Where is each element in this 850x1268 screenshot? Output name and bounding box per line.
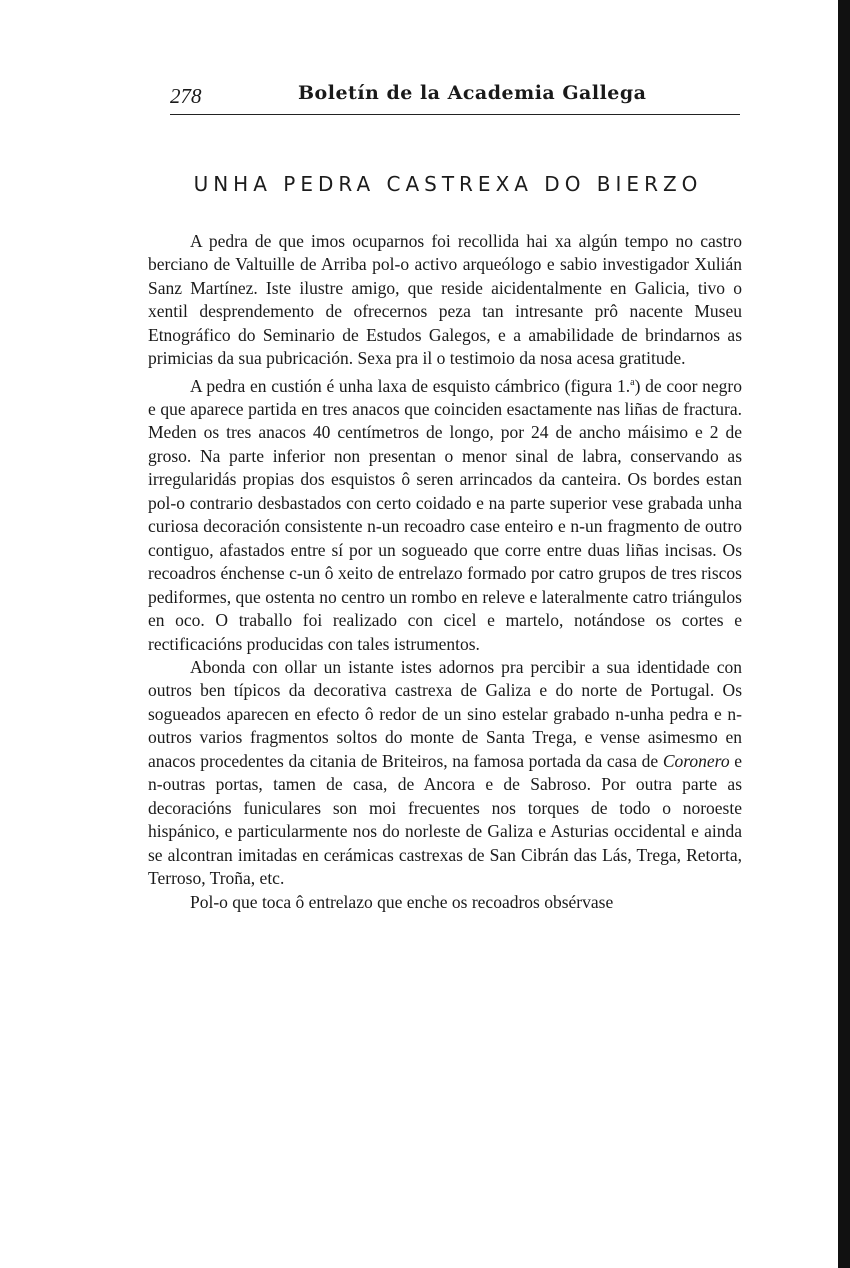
paragraph-3 [148,656,742,891]
paragraph-1: A pedra de que imos ocuparnos foi recollida hai xa algún tempo no castro berciano de Valtuille de Arriba pol-o activo arqueólogo e sabio investigador Xulián Sanz Martínez. Iste ilustre amigo, que reside aicidentalmente en Galicia, tivo o xentil desprendemento de ofrecernos peza tan intresante prô nacente Museu Etnográfico do Seminario de Estudos Galegos, e a amabilidade de brindarnos as primicias da sua pubricación. Sexa pra il o testimoio da nosa acesa gratitude. [148,231,742,369]
paragraph-4: Pol-o que toca ô entrelazo que enche os recoadros obsérvase [190,891,614,912]
running-title: Boletín de la Academia Gallega [298,82,647,104]
article-body [148,230,742,914]
paragraph-2-text-b: ) de coor negro e que aparece partida en tres anacos que coinciden esactamente nas liñas de fractura. Meden os tres anacos 40 centímetros de longo, por 24 de ancho máisimo e 2 de groso. Na parte inferior non presentan o menor sinal de labra, conservando as irregularidás propias dos esquistos ô seren arrincados da canteira. Os bordes estan pol-o contrario desbastados con certo coidado e na parte superior vese grabada unha curiosa decoración consistente n-un recoadro case enteiro e n-un fragmento de outro contiguo, afastados entre sí por un sogueado que corre entre duas liñas incisas. Os recoadros énchense c-un ô xeito de entrelazo formado por catro grupos de tres riscos pediformes, que ostenta no centro un rombo en releve e lateralmente catro triángulos en oco. O traballo foi realizado con cicel e martelo, notándose os cortes e rectificacións producidas con tales istrumentos. [148,375,742,654]
paragraph-3-text-a: Abonda con ollar un istante istes adornos pra percibir a sua identidade con outros ben típicos da decorativa castrexa de Galiza e do norte de Portugal. Os sogueados aparecen en efecto ô redor de un sino estelar grabado n-unha pedra e n-outros varios fragmentos soltos do monte de Santa Trega, e vense asimesmo en anacos procedentes da citania de Briteiros, na famosa portada da casa de [148,656,742,771]
page-edge-shadow [838,0,850,1268]
paragraph-3-text-b: e n-outras portas, tamen de casa, de Ancora e de Sabroso. Por outra parte as decoracións funiculares son moi frecuentes nos torques de todo o noroeste hispánico, e particularmente nos do norleste de Galiza e Asturias occidental e ainda se alcontran imitadas en cerámicas castrexas de San Cibrán das Lás, Trega, Retorta, Terroso, Troña, etc. [148,750,742,889]
article-title: UNHA PEDRA CASTREXA DO BIERZO [193,172,703,196]
paragraph-2-text-a: A pedra en custión é unha laxa de esquisto cámbrico (figura 1. [190,375,631,396]
paragraph-2 [148,371,742,656]
page-number: 278 [170,84,202,108]
ordinal-superscript: a [630,376,635,388]
paragraph-3-italic: Coronero [662,750,730,771]
page-header [170,78,740,115]
